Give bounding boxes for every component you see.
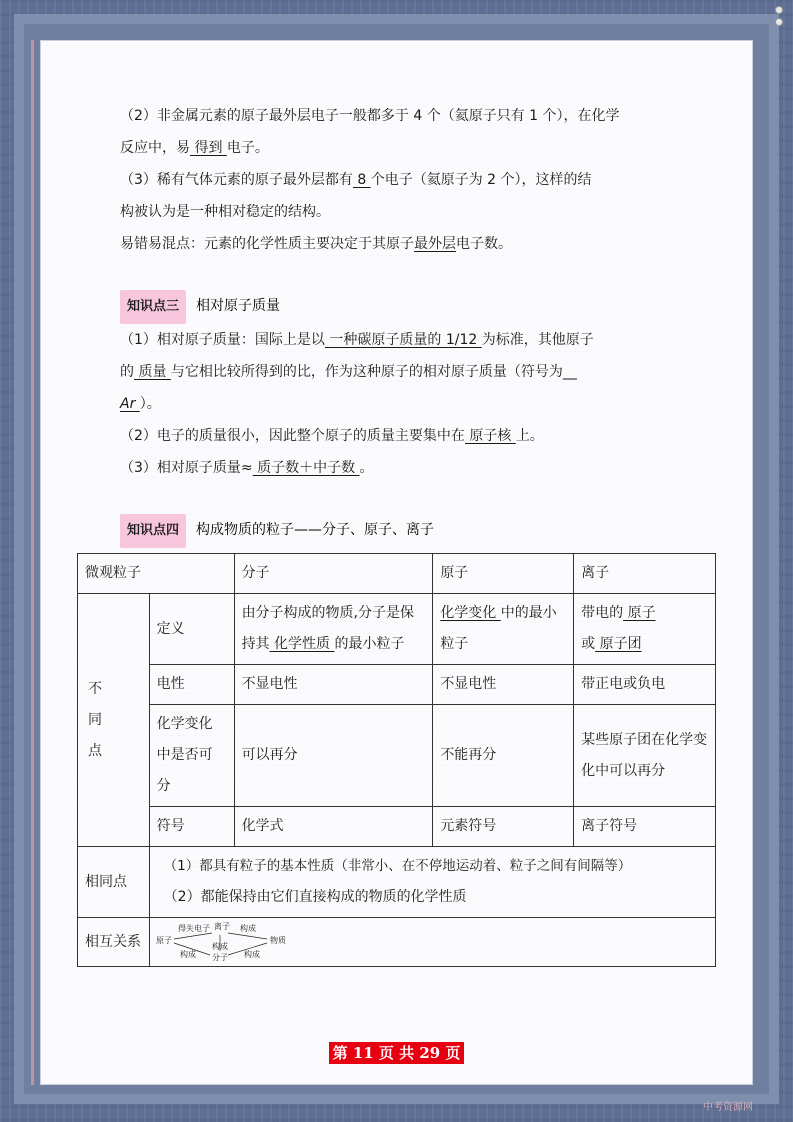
diagram-molecule: 分子	[211, 953, 228, 962]
kp4-title: 构成物质的粒子——分子、原子、离子	[196, 522, 435, 538]
watermark: 中考资源网	[703, 1102, 753, 1113]
body-text	[120, 100, 680, 548]
kp3-tag: 知识点三	[120, 290, 186, 324]
kp3-heading	[120, 290, 680, 324]
kp4-heading	[120, 514, 680, 548]
kp4-tag: 知识点四	[120, 514, 186, 548]
pin-icon	[775, 18, 783, 26]
table-header: 分子	[234, 554, 433, 594]
kp3-line-3: Ar ）。	[120, 396, 161, 412]
kp3-line-4: （2）电子的质量很小，因此整个原子的质量主要集中在 原子核 上。	[120, 428, 544, 444]
table-cell: 电性	[149, 665, 234, 705]
kp3-line-2: 的 质量 与它相比较所得到的比，作为这种原子的相对原子质量（符号为__	[120, 364, 577, 380]
table-header: 微观粒子	[78, 554, 235, 594]
diagram-compose-3: 构成	[211, 942, 228, 951]
table-cell: 化学变化 中的最小粒子	[433, 594, 574, 665]
diagram-compose-2: 构成	[179, 950, 196, 959]
relation-diagram	[154, 921, 294, 963]
metal-line-2a: （2）非金属元素的原子最外层电子一般都多于 4 个（氦原子只有 1 个），在化学	[120, 108, 620, 124]
pin-icon	[775, 6, 783, 14]
table-cell: 不显电性	[433, 665, 574, 705]
table-cell: 带电的 原子 或 原子团	[574, 594, 716, 665]
table-row	[78, 847, 716, 918]
same-cell: （1）都具有粒子的基本性质（非常小、在不停地运动着、粒子之间有间隔等） （2）都能保持由它们直接构成的物质的化学性质	[149, 847, 715, 918]
same-label: 相同点	[78, 847, 150, 918]
confuse-point: 易错易混点：元素的化学性质主要决定于其原子最外层电子数。	[120, 236, 512, 252]
table-cell: 带正电或负电	[574, 665, 716, 705]
table-cell: 不能再分	[433, 705, 574, 807]
page-number: 第 11 页 共 29 页	[329, 1042, 465, 1064]
table-cell: 离子符号	[574, 807, 716, 847]
relation-cell	[149, 918, 715, 967]
diagram-compose-4: 构成	[243, 950, 260, 959]
table-cell: 符号	[149, 807, 234, 847]
table-cell: 化学变化中是否可分	[149, 705, 234, 807]
table-cell: 可以再分	[234, 705, 433, 807]
table-cell: 不显电性	[234, 665, 433, 705]
noble-line-3a: （3）稀有气体元素的原子最外层都有 8 个电子（氦原子为 2 个），这样的结	[120, 172, 592, 188]
table-cell: 某些原子团在化学变化中可以再分	[574, 705, 716, 807]
margin-line	[31, 40, 34, 1085]
table-row	[78, 807, 716, 847]
diagram-atom: 原子	[155, 936, 172, 945]
diff-label: 不同点	[78, 594, 150, 847]
particle-table	[77, 553, 716, 967]
diagram-gain-lose: 得失电子	[177, 924, 210, 933]
table-row	[78, 594, 716, 665]
diagram-compose-1: 构成	[239, 924, 256, 933]
table-row	[78, 554, 716, 594]
diagram-substance: 物质	[269, 936, 286, 945]
table-row	[78, 918, 716, 967]
table-header: 离子	[574, 554, 716, 594]
noble-line-3b: 构被认为是一种相对稳定的结构。	[120, 204, 330, 220]
table-cell: 化学式	[234, 807, 433, 847]
table-cell: 元素符号	[433, 807, 574, 847]
diagram-ion: 离子	[213, 922, 230, 931]
table-cell: 定义	[149, 594, 234, 665]
kp3-line-5: （3）相对原子质量≈ 质子数＋中子数 。	[120, 460, 374, 476]
kp3-title: 相对原子质量	[196, 298, 281, 314]
table-row	[78, 705, 716, 807]
kp3-line-1: （1）相对原子质量：国际上是以 一种碳原子质量的 1/12 为标准，其他原子	[120, 332, 594, 348]
table-cell: 由分子构成的物质,分子是保持其 化学性质 的最小粒子	[234, 594, 433, 665]
table-row	[78, 665, 716, 705]
table-header: 原子	[433, 554, 574, 594]
relation-label: 相互关系	[78, 918, 150, 967]
page-footer	[0, 1042, 793, 1063]
metal-line-2b: 反应中，易 得到 电子。	[120, 140, 269, 156]
